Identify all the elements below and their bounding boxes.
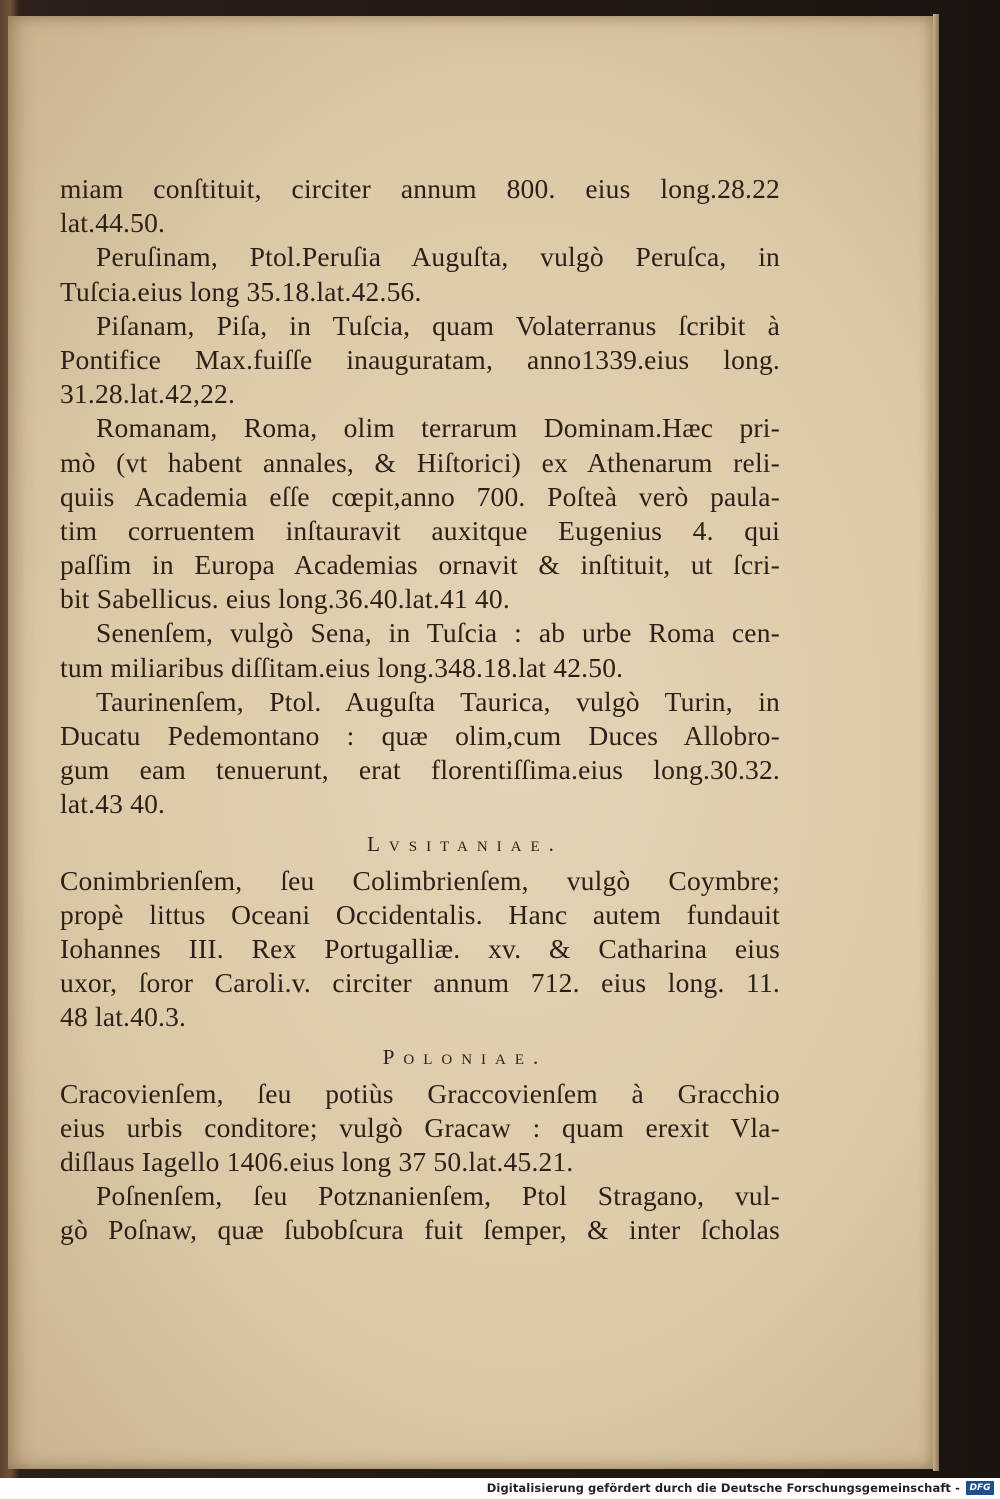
- page-text: [60, 172, 780, 1247]
- text-line: Cracovienſem, ſeu potiùs Graccovienſem à Gracchio: [60, 1077, 780, 1109]
- text-line: Conimbrienſem, ſeu Colimbrienſem, vulgò Coymbre;: [60, 864, 780, 896]
- text-line: Romanam, Roma, olim terrarum Dominam.Hæc pri-: [96, 412, 780, 444]
- text-line: 31.28.lat.42,22.: [60, 378, 236, 410]
- text-line: uxor, ſoror Caroli.v. circiter annum 712. eius long. 11.: [60, 967, 780, 999]
- text-line: eius urbis conditore; vulgò Gracaw : quam erexit Vla-: [60, 1111, 780, 1143]
- text-line: Iohannes III. Rex Portugalliæ. xv. & Catharina eius: [60, 932, 780, 964]
- section-heading-lusitaniae: Lvsitaniae.: [367, 831, 563, 856]
- page-edge: [933, 14, 939, 1471]
- text-line: mò (vt habent annales, & Hiſtorici) ex Athenarum reli-: [60, 446, 780, 478]
- text-line: Pontifice Max.fuiſſe inauguratam, anno1339.eius long.: [60, 343, 780, 375]
- footer-credit: Digitalisierung gefördert durch die Deutsche Forschungsgemeinschaft -: [486, 1481, 960, 1495]
- text-line: tim corruentem inſtauravit auxitque Eugenius 4. qui: [60, 514, 780, 546]
- text-line: diſlaus Iagello 1406.eius long 37 50.lat.45.21.: [60, 1145, 574, 1177]
- text-line: gum eam tenuerunt, erat florentiſſima.eius long.30.32.: [60, 754, 780, 786]
- text-line: bit Sabellicus. eius long.36.40.lat.41 40.: [60, 583, 510, 615]
- text-line: Peruſinam, Ptol.Peruſia Auguſta, vulgò Peruſca, in: [96, 241, 780, 273]
- text-line: Tuſcia.eius long 35.18.lat.42.56.: [60, 275, 422, 307]
- text-line: 48 lat.40.3.: [60, 1001, 187, 1033]
- text-line: tum miliaribus diſſitam.eius long.348.18.lat 42.50.: [60, 651, 624, 683]
- text-line: Ducatu Pedemontano : quæ olim,cum Duces Allobro-: [60, 720, 780, 751]
- text-line: Piſanam, Piſa, in Tuſcia, quam Volaterranus ſcribit à: [96, 309, 780, 341]
- text-line: paſſim in Europa Academias ornavit & inſtituit, ut ſcri-: [60, 549, 780, 581]
- text-line: propè littus Oceani Occidentalis. Hanc autem fundauit: [60, 898, 780, 930]
- text-line: Poſnenſem, ſeu Potznanienſem, Ptol Stragano, vul-: [96, 1180, 780, 1212]
- section-heading-poloniae: Poloniae.: [382, 1044, 548, 1069]
- text-line: lat.43 40.: [60, 788, 166, 820]
- text-line: Taurinenſem, Ptol. Auguſta Taurica, vulgò Turin, in: [96, 685, 780, 717]
- text-line: Senenſem, vulgò Sena, in Tuſcia : ab urbe Roma cen-: [96, 617, 780, 649]
- text-line: quiis Academia eſſe cœpit,anno 700. Poſteà verò paula-: [60, 480, 780, 512]
- text-line: miam conſtituit, circiter annum 800. eius long.28.22: [60, 173, 780, 204]
- text-line: gò Poſnaw, quæ ſubobſcura fuit ſemper, & inter ſcholas: [60, 1214, 780, 1246]
- text-line: lat.44.50.: [60, 207, 166, 239]
- footer-bar: [0, 1478, 1000, 1499]
- dfg-logo: DFG: [966, 1481, 994, 1495]
